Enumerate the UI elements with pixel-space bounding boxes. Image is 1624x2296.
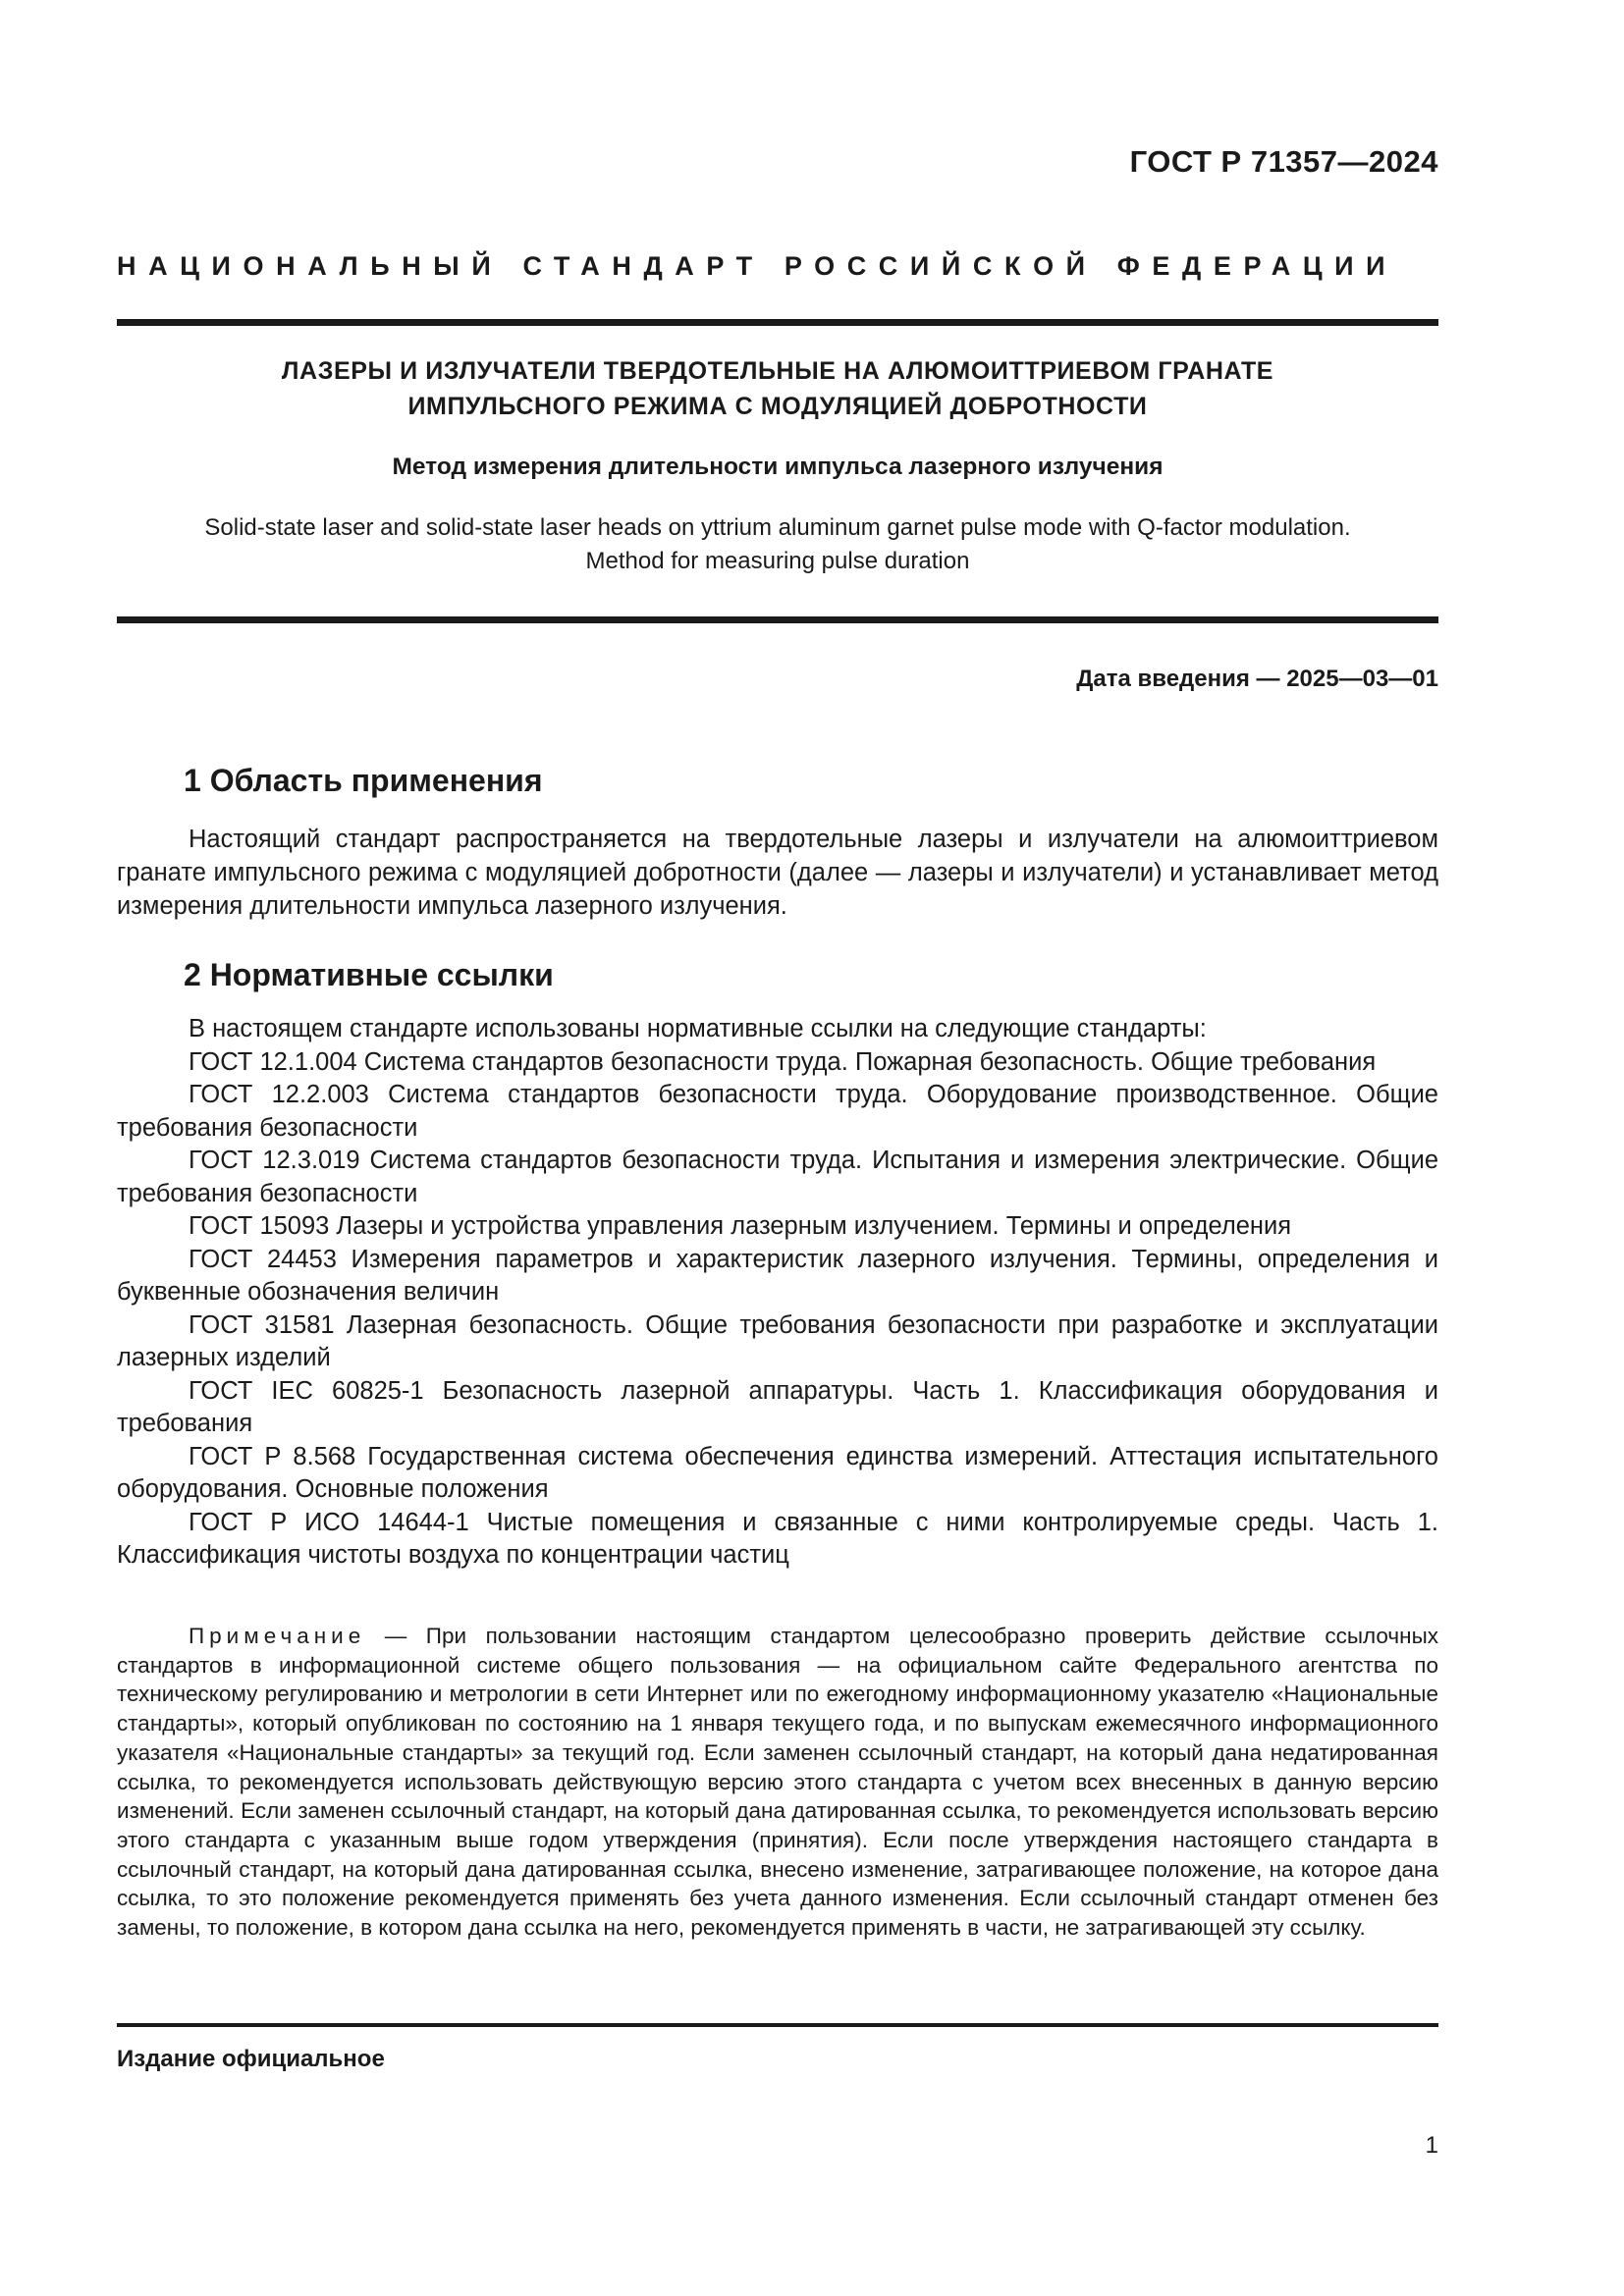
references-intro: В настоящем стандарте использованы нормативные ссылки на следующие стандарты: [189, 1015, 1207, 1042]
references-note [117, 1622, 1438, 1943]
english-title [117, 511, 1438, 578]
introduction-date: Дата введения — 2025—03—01 [1076, 666, 1438, 692]
reference-item: ГОСТ 12.2.003 Система стандартов безопасности труда. Оборудование производственное. Общие требования безопасности [117, 1081, 1438, 1142]
footer-divider [117, 2023, 1438, 2027]
official-edition-label: Издание официальное [117, 2046, 385, 2072]
reference-item: ГОСТ IEC 60825-1 Безопасность лазерной аппаратуры. Часть 1. Классификация оборудования и требования [117, 1376, 1438, 1437]
reference-item: ГОСТ 12.1.004 Система стандартов безопасности труда. Пожарная безопасность. Общие требования [189, 1047, 1377, 1076]
reference-item: ГОСТ 31581 Лазерная безопасность. Общие требования безопасности при разработке и эксплуатации лазерных изделий [117, 1310, 1438, 1371]
section-2-heading: 2 Нормативные ссылки [184, 957, 554, 992]
english-title-line-2: Method for measuring pulse duration [585, 548, 970, 574]
page-number: 1 [1425, 2132, 1438, 2159]
top-divider [117, 319, 1438, 326]
english-title-line-1: Solid-state laser and solid-state laser heads on yttrium aluminum garnet pulse mode with Q-factor modulation. [204, 514, 1351, 541]
reference-item: ГОСТ 24453 Измерения параметров и характеристик лазерного излучения. Термины, определения и буквенные обозначения величин [117, 1245, 1438, 1306]
title-line-1: ЛАЗЕРЫ И ИЗЛУЧАТЕЛИ ТВЕРДОТЕЛЬНЫЕ НА АЛЮМОИТТРИЕВОМ ГРАНАТЕ [281, 357, 1274, 385]
reference-item: ГОСТ 12.3.019 Система стандартов безопасности труда. Испытания и измерения электрические. Общие требования безопасности [117, 1147, 1438, 1207]
normative-references [117, 1013, 1438, 1573]
section-1-text: Настоящий стандарт распространяется на твердотельные лазеры и излучатели на алюмоиттриевом гранате импульсного режима с модуляцией добротности (далее — лазеры и излучатели) и устанавливает метод измерения длительности импульса лазерного излучения. [117, 826, 1438, 920]
reference-item: ГОСТ Р 8.568 Государственная система обеспечения единства измерений. Аттестация испытательного оборудования. Основные положения [117, 1442, 1438, 1503]
standard-type-header: НАЦИОНАЛЬНЫЙ СТАНДАРТ РОССИЙСКОЙ ФЕДЕРАЦИИ [117, 251, 1398, 281]
note-text: — При пользовании настоящим стандартом целесообразно проверить действие ссылочных стандартов в информационной системе общего пользования — на официальном сайте Федерального агентства по техническому регулированию и метрологии в сети Интернет или по ежегодному информационному указателю «Национальные стандарты», который опубликован по состоянию на 1 января текущего года, и по выпускам ежемесячного информационного указателя «Национальные стандарты» за текущий год. Если заменен ссылочный стандарт, на который дана недатированная ссылка, то рекомендуется использовать действующую версию этого стандарта с учетом всех внесенных в данную версию изменений. Если заменен ссылочный стандарт, на который дана датированная ссылка, то рекомендуется использовать версию этого стандарта с указанным выше годом утверждения (принятия). Если после утверждения настоящего стандарта в ссылочный стандарт, на который дана датированная ссылка, внесено изменение, затрагивающее положение, на которое дана ссылка, то это положение рекомендуется применять без учета данного изменения. Если ссылочный стандарт отменен без замены, то положение, в котором дана ссылка на него, рекомендуется применять в части, не затрагивающей эту ссылку. [117, 1624, 1438, 1941]
note-label: Примечание [189, 1624, 366, 1648]
reference-item: ГОСТ Р ИСО 14644-1 Чистые помещения и связанные с ними контролируемые среды. Часть 1. Классификация чистоты воздуха по концентрации частиц [117, 1508, 1438, 1569]
title-divider [117, 616, 1438, 623]
document-page [117, 0, 1438, 2296]
title-line-2: ИМПУЛЬСНОГО РЕЖИМА С МОДУЛЯЦИЕЙ ДОБРОТНОСТИ [407, 393, 1148, 420]
document-subtitle: Метод измерения длительности импульса лазерного излучения [392, 454, 1164, 480]
section-1-heading: 1 Область применения [184, 763, 543, 798]
document-title [117, 353, 1438, 424]
reference-item: ГОСТ 15093 Лазеры и устройства управления лазерным излучением. Термины и определения [189, 1212, 1292, 1240]
document-number: ГОСТ Р 71357—2024 [1129, 144, 1438, 179]
